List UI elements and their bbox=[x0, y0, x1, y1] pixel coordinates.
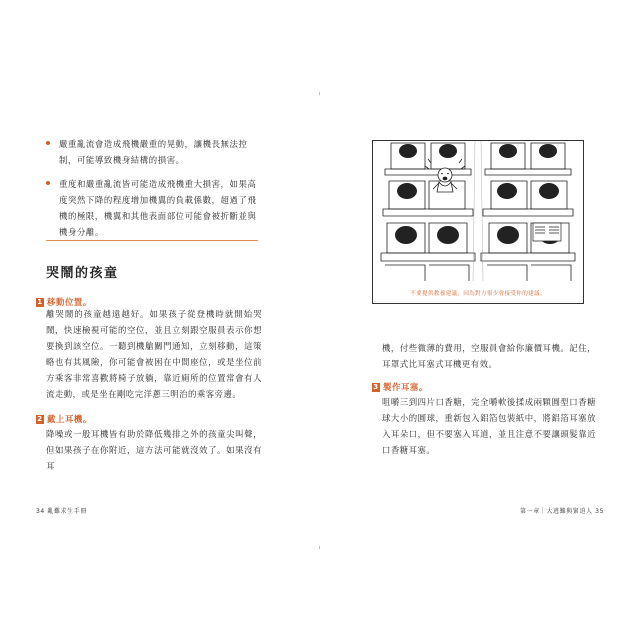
bullet-dot-icon bbox=[46, 181, 50, 185]
continued-paragraph: 機，付些微薄的費用，空服員會給你廉價耳機。記住，耳罩式比耳塞式耳機更有效。 bbox=[382, 343, 596, 369]
seat-row-icon bbox=[385, 265, 571, 281]
tip-label: 移動位置。 bbox=[47, 297, 92, 307]
tip-heading bbox=[36, 413, 92, 425]
bullet-dot-icon bbox=[46, 141, 50, 145]
tip-number-badge: 2 bbox=[37, 415, 43, 423]
illustration-frame bbox=[372, 140, 584, 304]
illustration-caption: 不要提供教養建議，因為對方很少會接受你的建議。 bbox=[410, 291, 546, 297]
page-footer: 34 亂難求生手冊 bbox=[36, 508, 87, 515]
tip-label: 戴上耳機。 bbox=[47, 414, 92, 424]
tip-paragraph: 降噪或一般耳機皆有助於降低幾排之外的孩童尖叫聲，但如果孩子在你附近，這方法可能就沒效了。如果沒有耳 bbox=[46, 429, 262, 471]
tip-number-badge: 1 bbox=[37, 298, 43, 306]
right-page bbox=[320, 0, 640, 640]
tip-paragraph: 咀嚼三到四片口香糖，完全嚼軟後揉成兩顆圓型口香糖球大小的圓球，重新包入鋁箔包裝紙中，將鋁箔耳塞放入耳朵口，但不要塞入耳道，並且注意不要讓頭髮靠近口香糖耳塞。 bbox=[382, 397, 596, 455]
tip-paragraph: 離哭鬧的孩童越遠越好。如果孩子從登機時就開始哭鬧，快速檢視可能的空位，並且立刻跟空服員表示你想要換到該空位。一聽到機艙關門通知，立刻移動，這策略也有其風險，你可能會被困在中間座位，或是坐位前方乘客非常喜歡將椅子放躺，靠近廁所的位置常會有人流走動，或是坐在剛吃完洋蔥三明治的乘客旁邊。 bbox=[46, 309, 262, 399]
tip-label: 製作耳塞。 bbox=[383, 382, 428, 392]
page-footer: 第一章｜大逃難與緊迫人 35 bbox=[520, 508, 604, 515]
bullet-text: 重度和嚴重亂流皆可能造成飛機重大損害，如果高度突然下降的程度增加機翼的負載係數，超過了飛機的極限，機翼和其他表面部位可能會被折斷並與機身分離。 bbox=[59, 179, 257, 237]
section-title: 哭鬧的孩童 bbox=[46, 266, 119, 281]
bullet-text: 嚴重亂流會造成飛機嚴重的晃動，讓機長無法控制，可能導致機身結構的損害。 bbox=[59, 139, 248, 165]
tip-number-badge: 3 bbox=[373, 383, 379, 391]
bullet-item bbox=[46, 136, 264, 168]
newspaper-passenger-icon bbox=[533, 223, 561, 241]
section-divider bbox=[46, 240, 258, 241]
airplane-cabin-crying-baby-illustration bbox=[373, 141, 583, 281]
tip-heading bbox=[372, 381, 428, 393]
bullet-item bbox=[46, 176, 264, 240]
